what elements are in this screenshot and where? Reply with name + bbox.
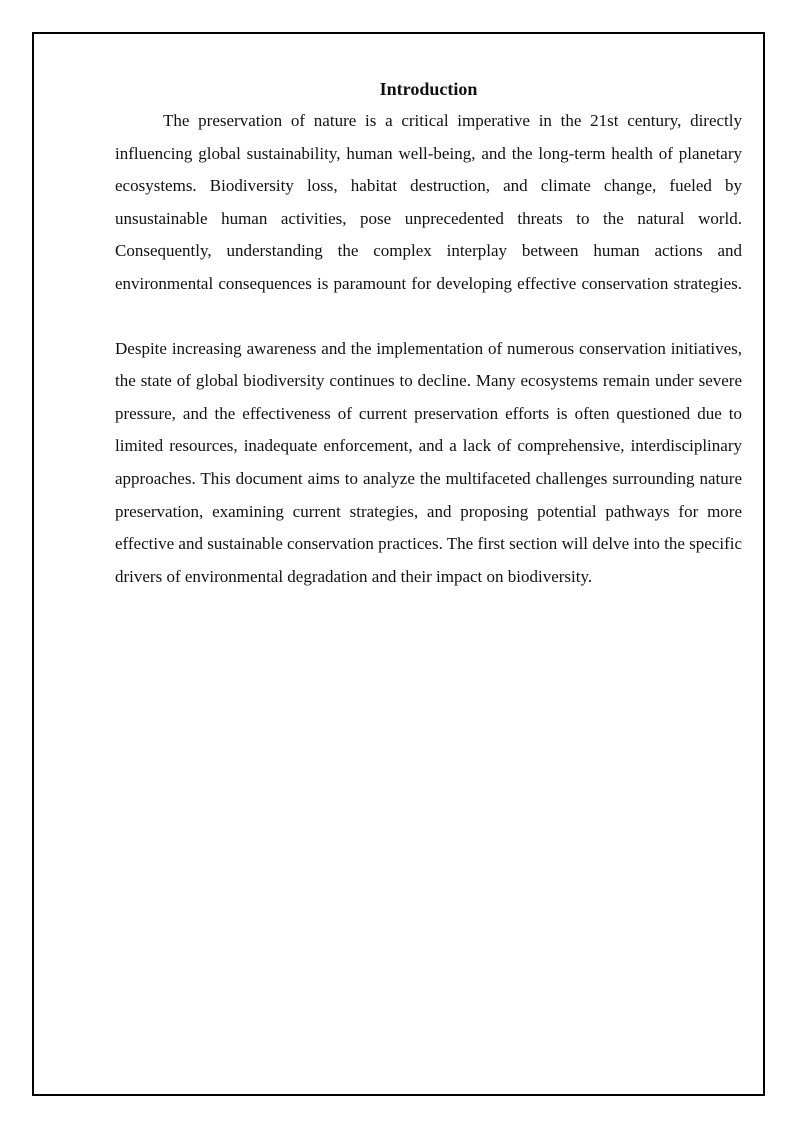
section-heading: Introduction — [379, 79, 478, 99]
document-body — [115, 77, 742, 593]
paragraph-1: The preservation of nature is a critical imperative in the 21st century, directly influencing global sustainability, human well-being, and the long-term health of planetary ecosystems. Biodiversity loss, habitat destruction, and climate change, fueled by unsustainable human activities, pose unprecedented threats to the natural world. Consequently, understanding the complex interplay between human actions and environmental consequences is paramount for developing effective conservation strategies. — [115, 111, 742, 293]
paragraph-2: Despite increasing awareness and the implementation of numerous conservation initiatives, the state of global biodiversity continues to decline. Many ecosystems remain under severe pressure, and the effectiveness of current preservation efforts is often questioned due to limited resources, inadequate enforcement, and a lack of comprehensive, interdisciplinary approaches. This document aims to analyze the multifaceted challenges surrounding nature preservation, examining current strategies, and proposing potential pathways for more effective and sustainable conservation practices. The first section will delve into the specific drivers of environmental degradation and their impact on biodiversity. — [115, 338, 742, 586]
